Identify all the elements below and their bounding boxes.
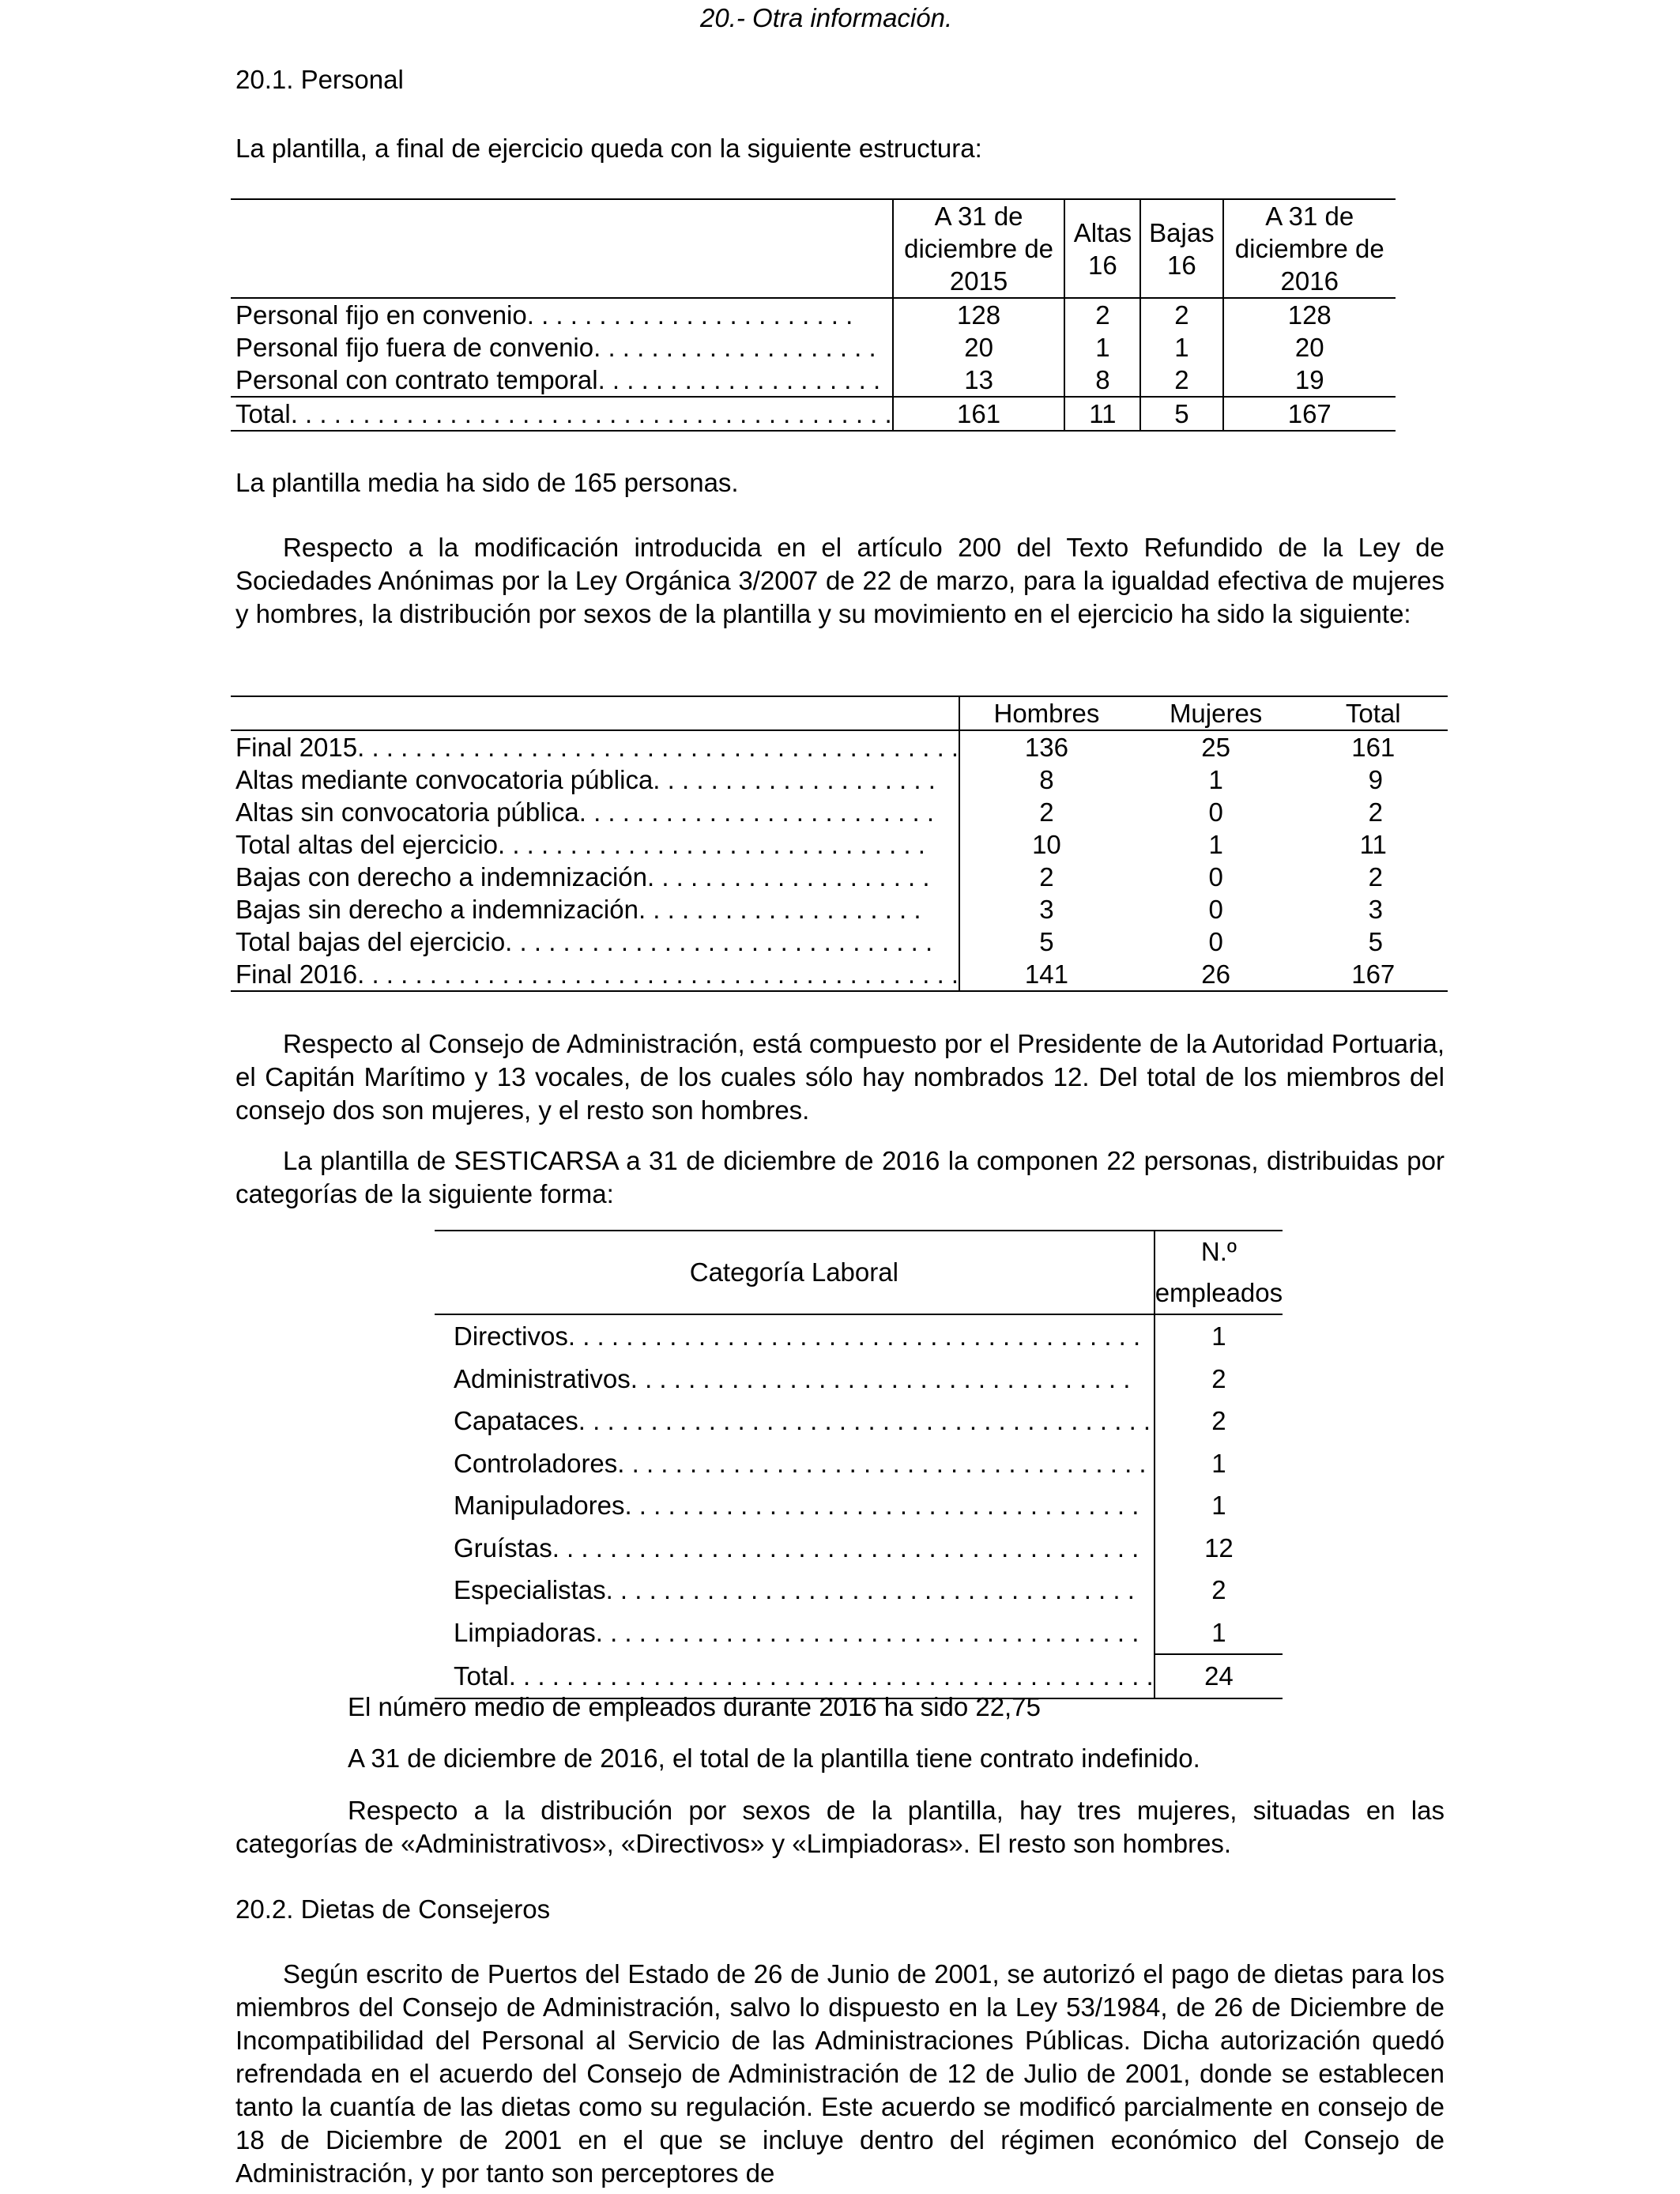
cell: 2 xyxy=(1155,1569,1283,1612)
cell: 20 xyxy=(893,331,1065,364)
row-label: Capataces. . . . . . . . . . . . . . . . . . . . . . . . . . . . . . . . . . . . . . . . xyxy=(454,1406,1151,1435)
row-label: Final 2016. . . . . . . . . . . . . . . . . . . . . . . . . . . . . . . . . . . . . . . . . . xyxy=(235,959,959,989)
cell: 3 xyxy=(959,893,1133,925)
row-label: Altas mediante convocatoria pública. . . . . . . . . . . . . . . . . . . . xyxy=(235,765,936,794)
row-label: Total altas del ejercicio. . . . . . . . . . . . . . . . . . . . . . . . . . . . . . xyxy=(235,830,925,859)
cell: 12 xyxy=(1155,1527,1283,1570)
cell: 5 xyxy=(959,925,1133,958)
header-altas-16: Altas 16 xyxy=(1064,199,1140,298)
header-blank xyxy=(231,696,959,730)
average-staff-paragraph: La plantilla media ha sido de 165 personas. xyxy=(235,468,739,497)
cell: 1 xyxy=(1155,1612,1283,1655)
cell: 1 xyxy=(1140,331,1222,364)
sesticarsa-paragraph: La plantilla de SESTICARSA a 31 de diciembre de 2016 la componen 22 personas, distribuidas por categorías de la siguiente forma: xyxy=(235,1146,1445,1208)
table-row xyxy=(231,893,1448,925)
row-label: Total. . . . . . . . . . . . . . . . . . . . . . . . . . . . . . . . . . . . . . . . . . xyxy=(235,399,892,428)
header-bajas-16: Bajas 16 xyxy=(1140,199,1222,298)
cell: 1 xyxy=(1208,765,1223,794)
cell: 2 xyxy=(1140,298,1222,331)
header-total: Total xyxy=(1345,699,1401,728)
cell: 2 xyxy=(1155,1358,1283,1400)
cell: 128 xyxy=(1223,298,1396,331)
table-header-row xyxy=(231,199,1396,298)
cell: 9 xyxy=(1368,765,1383,794)
cell: 2 xyxy=(1064,298,1140,331)
cell: 1 xyxy=(1064,331,1140,364)
header-mujeres: Mujeres xyxy=(1169,699,1263,728)
cell: 128 xyxy=(893,298,1065,331)
row-label: Especialistas. . . . . . . . . . . . . . . . . . . . . . . . . . . . . . . . . . . . . xyxy=(454,1575,1135,1604)
cell: 2 xyxy=(1368,862,1383,892)
cell: 161 xyxy=(893,397,1065,431)
board-paragraph: Respecto al Consejo de Administración, está compuesto por el Presidente de la Autoridad Portuaria, el Capitán Marítimo y 13 vocales, de los cuales sólo hay nombrados 12. Del total de los miembros del consejo dos son mujeres, y el resto son hombres. xyxy=(235,1029,1445,1125)
row-label: Manipuladores. . . . . . . . . . . . . . . . . . . . . . . . . . . . . . . . . . . . xyxy=(454,1491,1139,1520)
table-row xyxy=(231,925,1448,958)
table-row xyxy=(435,1442,1283,1485)
row-label: Total. . . . . . . . . . . . . . . . . . . . . . . . . . . . . . . . . . . . . . . . . . . . . xyxy=(454,1661,1154,1691)
row-label: Final 2015. . . . . . . . . . . . . . . . . . . . . . . . . . . . . . . . . . . . . . . . . . xyxy=(235,733,959,762)
header-empleados: N.º empleados xyxy=(1155,1231,1283,1314)
gender-law-paragraph: Respecto a la modificación introducida en el artículo 200 del Texto Refundido de la Ley de Sociedades Anónimas por la Ley Orgánica 3/2007 de 22 de marzo, para la igualdad efectiva de mujeres y hombres, la distribución por sexos de la plantilla y su movimiento en el ejercicio ha sido la siguiente: xyxy=(235,533,1445,628)
cell: 5 xyxy=(1368,927,1383,956)
row-label: Personal con contrato temporal. . . . . . . . . . . . . . . . . . . . xyxy=(235,365,881,394)
staff-structure-table xyxy=(231,198,1396,432)
cell: 8 xyxy=(959,763,1133,796)
cell: 141 xyxy=(959,958,1133,991)
section-heading-dietas: 20.2. Dietas de Consejeros xyxy=(235,1894,551,1924)
cell: 5 xyxy=(1140,397,1222,431)
cell: 8 xyxy=(1064,364,1140,397)
cell: 19 xyxy=(1223,364,1396,397)
table-row xyxy=(231,796,1448,828)
cell: 167 xyxy=(1351,959,1396,989)
cell: 167 xyxy=(1223,397,1396,431)
table-row xyxy=(435,1527,1283,1570)
header-categoria: Categoría Laboral xyxy=(689,1257,898,1287)
cell: 1 xyxy=(1208,830,1223,859)
table-row xyxy=(231,828,1448,861)
average-employees-paragraph: El número medio de empleados durante 2016 ha sido 22,75 xyxy=(348,1692,1041,1721)
indefinite-contract-paragraph: A 31 de diciembre de 2016, el total de la plantilla tiene contrato indefinido. xyxy=(348,1744,1200,1773)
header-dec-2015: A 31 de diciembre de 2015 xyxy=(893,199,1065,298)
header-hombres: Hombres xyxy=(959,696,1133,730)
section-heading-personal: 20.1. Personal xyxy=(235,65,404,94)
cell: 0 xyxy=(1208,797,1223,827)
row-label: Total bajas del ejercicio. . . . . . . . . . . . . . . . . . . . . . . . . . . . . . xyxy=(235,927,933,956)
cell: 11 xyxy=(1359,830,1387,859)
row-label: Bajas con derecho a indemnización. . . . . . . . . . . . . . . . . . . . xyxy=(235,862,930,892)
cell: 20 xyxy=(1223,331,1396,364)
table-row xyxy=(231,763,1448,796)
cell: 2 xyxy=(959,796,1133,828)
row-label: Administrativos. . . . . . . . . . . . . . . . . . . . . . . . . . . . . . . . . . . xyxy=(454,1363,1131,1393)
cell: 13 xyxy=(893,364,1065,397)
header-blank xyxy=(231,199,893,298)
table-header-row xyxy=(435,1231,1283,1314)
table-row xyxy=(231,331,1396,364)
table-total-row xyxy=(231,397,1396,431)
cell: 26 xyxy=(1201,959,1230,989)
table-row xyxy=(231,861,1448,893)
category-table xyxy=(435,1230,1283,1699)
cell: 1 xyxy=(1155,1314,1283,1358)
cell: 11 xyxy=(1064,397,1140,431)
gender-distribution-table xyxy=(231,696,1448,992)
table-row xyxy=(435,1569,1283,1612)
cell: 2 xyxy=(1140,364,1222,397)
row-label: Personal fijo en convenio. . . . . . . . . . . . . . . . . . . . . . . xyxy=(235,300,853,330)
row-label: Altas sin convocatoria pública. . . . . . . . . . . . . . . . . . . . . . . . . xyxy=(235,797,934,827)
cell: 10 xyxy=(959,828,1133,861)
cell: 1 xyxy=(1155,1442,1283,1485)
table-row xyxy=(435,1400,1283,1442)
table-row xyxy=(435,1314,1283,1358)
row-label: Bajas sin derecho a indemnización. . . . . . . . . . . . . . . . . . . . xyxy=(235,895,921,924)
cell: 0 xyxy=(1208,927,1223,956)
cell: 136 xyxy=(959,730,1133,763)
table-row xyxy=(435,1358,1283,1400)
cell: 2 xyxy=(959,861,1133,893)
cell: 24 xyxy=(1155,1654,1283,1698)
row-label: Gruístas. . . . . . . . . . . . . . . . . . . . . . . . . . . . . . . . . . . . . . . . . xyxy=(454,1532,1139,1563)
cell: 25 xyxy=(1201,733,1230,762)
intro-paragraph: La plantilla, a final de ejercicio queda con la siguiente estructura: xyxy=(235,134,982,163)
page-header: 20.- Otra información. xyxy=(700,3,953,32)
cell: 0 xyxy=(1208,895,1223,924)
table-row xyxy=(231,364,1396,397)
row-label: Directivos. . . . . . . . . . . . . . . . . . . . . . . . . . . . . . . . . . . . . . . . xyxy=(454,1321,1141,1351)
gender-sesticarsa-paragraph: Respecto a la distribución por sexos de la plantilla, hay tres mujeres, situadas en las categorías de «Administrativos», «Directivos» y «Limpiadoras». El resto son hombres. xyxy=(235,1796,1445,1858)
table-row xyxy=(435,1484,1283,1527)
cell: 3 xyxy=(1368,895,1383,924)
cell: 2 xyxy=(1368,797,1383,827)
row-label: Limpiadoras. . . . . . . . . . . . . . . . . . . . . . . . . . . . . . . . . . . . . . xyxy=(454,1618,1139,1647)
row-label: Personal fijo fuera de convenio. . . . . . . . . . . . . . . . . . . . xyxy=(235,333,876,362)
cell: 0 xyxy=(1208,862,1223,892)
row-label: Controladores. . . . . . . . . . . . . . . . . . . . . . . . . . . . . . . . . . . . . xyxy=(454,1448,1147,1478)
table-row xyxy=(231,298,1396,331)
cell: 1 xyxy=(1155,1484,1283,1527)
header-dec-2016: A 31 de diciembre de 2016 xyxy=(1223,199,1396,298)
cell: 2 xyxy=(1155,1400,1283,1442)
table-row xyxy=(231,730,1448,763)
cell: 161 xyxy=(1351,733,1396,762)
table-header-row xyxy=(231,696,1448,730)
table-row xyxy=(435,1612,1283,1655)
dietas-paragraph: Según escrito de Puertos del Estado de 26 de Junio de 2001, se autorizó el pago de dietas para los miembros del Consejo de Administración, salvo lo dispuesto en la Ley 53/1984, de 26 de Diciembre de Incompatibilidad del Personal al Servicio de las Administraciones Públicas. Dicha autorización quedó refrendada en el acuerdo del Consejo de Administración de 12 de Julio de 2001, donde se establecen tanto la cuantía de las dietas como su regulación. Este acuerdo se modificó parcialmente en consejo de 18 de Diciembre de 2001 en el que se incluye dentro del régimen económico del Consejo de Administración, y por tanto son perceptores de xyxy=(235,1959,1445,2188)
table-row xyxy=(231,958,1448,991)
